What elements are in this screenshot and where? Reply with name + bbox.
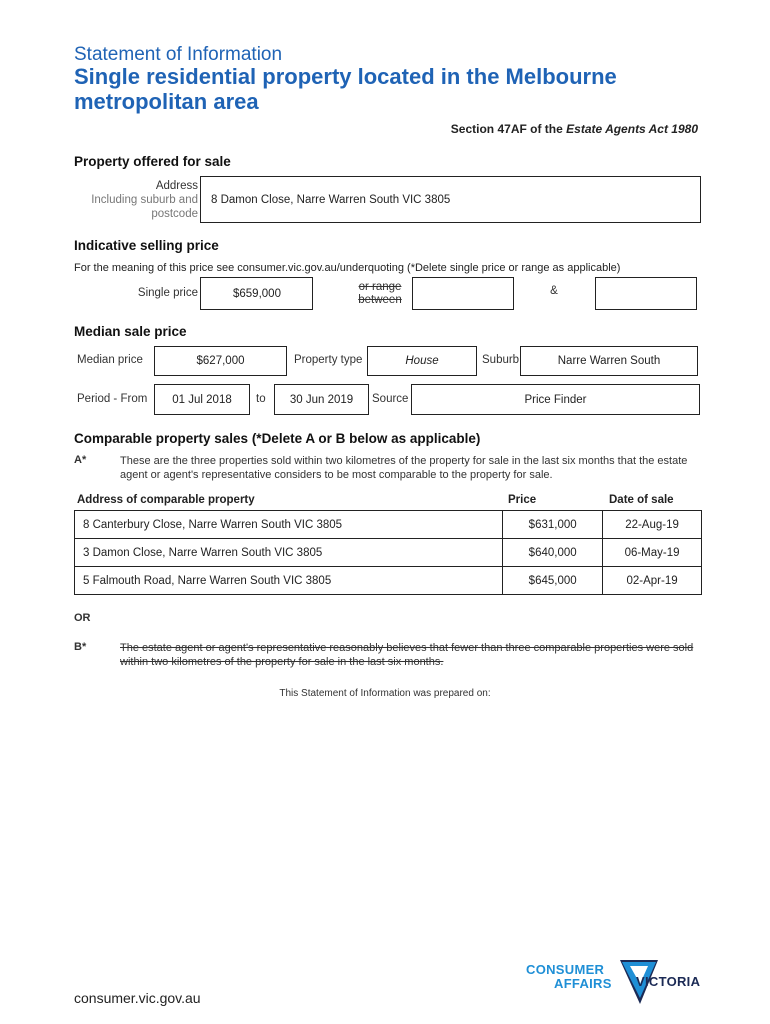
or-range-label [350, 281, 410, 307]
suburb-label: Suburb [482, 354, 520, 366]
comparable-date[interactable]: 06-May-19 [603, 539, 702, 567]
range-low-field[interactable] [412, 277, 514, 310]
section-reference [451, 122, 698, 136]
property-type-value: House [405, 355, 439, 367]
prepared-on-text: This Statement of Information was prepared on: [279, 688, 491, 699]
median-price-field[interactable] [154, 346, 287, 376]
statement-heading: Statement of Information [74, 44, 283, 65]
single-price-field[interactable] [200, 277, 313, 310]
address-label [74, 179, 198, 221]
indicative-note: For the meaning of this price see consumer.vic.gov.au/underquoting (*Delete single price or range as applicable) [74, 262, 621, 274]
page-title: Single residential property located in the Melbourne metropolitan area [74, 64, 617, 114]
property-heading: Property offered for sale [74, 154, 231, 169]
single-price-value: $659,000 [233, 287, 281, 300]
col-address-header: Address of comparable property [77, 494, 255, 506]
footer-url[interactable]: consumer.vic.gov.au [74, 990, 201, 1006]
comparable-heading: Comparable property sales (*Delete A or B below as applicable) [74, 431, 481, 446]
option-a-text: These are the three properties sold within two kilometres of the property for sale in the last six months that the estate agent or agent's representative considers to be most comparable to the property for sale. [120, 455, 688, 481]
comparable-date[interactable]: 22-Aug-19 [603, 511, 702, 539]
comparable-address[interactable]: 5 Falmouth Road, Narre Warren South VIC 3805 [75, 567, 503, 595]
period-to-field[interactable] [274, 384, 369, 415]
indicative-heading: Indicative selling price [74, 238, 219, 253]
address-label-line3: postcode [151, 208, 198, 220]
comparable-price[interactable]: $645,000 [503, 567, 603, 595]
address-field[interactable] [200, 176, 701, 223]
single-price-label: Single price [137, 287, 198, 299]
option-b-marker: B* [74, 641, 87, 653]
source-field[interactable] [411, 384, 700, 415]
source-value: Price Finder [524, 393, 587, 406]
option-b-text: The estate agent or agent's representative reasonably believes that fewer than three comparable properties were sold within two kilometres of the property for sale in the last six months. [120, 642, 694, 668]
table-row [75, 539, 702, 567]
act-name: Estate Agents Act 1980 [566, 122, 698, 136]
comparable-address[interactable]: 8 Canterbury Close, Narre Warren South VIC 3805 [75, 511, 503, 539]
address-label-line1: Address [155, 180, 198, 192]
comparable-price[interactable]: $631,000 [503, 511, 603, 539]
median-heading: Median sale price [74, 324, 187, 339]
comparable-table [74, 510, 702, 595]
address-value: 8 Damon Close, Narre Warren South VIC 3805 [211, 194, 451, 206]
suburb-field[interactable] [520, 346, 698, 376]
col-price-header: Price [508, 494, 537, 506]
or-range-line1: or range [358, 281, 402, 293]
logo-line2: AFFAIRS [554, 976, 612, 991]
col-date-header: Date of sale [609, 494, 674, 506]
property-type-label: Property type [294, 354, 363, 366]
consumer-affairs-logo [526, 958, 706, 1008]
or-range-line2: between [358, 294, 402, 306]
logo-line1: CONSUMER [526, 962, 605, 977]
median-price-label: Median price [77, 354, 143, 366]
source-label: Source [372, 393, 409, 405]
or-label: OR [74, 612, 91, 624]
suburb-value: Narre Warren South [557, 355, 661, 367]
period-from-field[interactable] [154, 384, 250, 415]
section-prefix: Section 47AF of the [450, 122, 567, 136]
comparable-price[interactable]: $640,000 [503, 539, 603, 567]
table-row [75, 511, 702, 539]
range-high-field[interactable] [595, 277, 697, 310]
median-price-value: $627,000 [196, 355, 245, 367]
property-type-field[interactable] [367, 346, 477, 376]
option-a-marker: A* [74, 454, 87, 466]
table-row [75, 567, 702, 595]
period-to-value: 30 Jun 2019 [289, 393, 354, 406]
period-to-label: to [256, 393, 266, 405]
range-ampersand: & [550, 285, 558, 297]
period-from-label: Period - From [77, 393, 148, 405]
comparable-address[interactable]: 3 Damon Close, Narre Warren South VIC 3805 [75, 539, 503, 567]
comparable-date[interactable]: 02-Apr-19 [603, 567, 702, 595]
address-label-line2: Including suburb and [91, 194, 198, 206]
period-from-value: 01 Jul 2018 [172, 393, 232, 406]
logo-line3: VICTORIA [636, 974, 701, 989]
